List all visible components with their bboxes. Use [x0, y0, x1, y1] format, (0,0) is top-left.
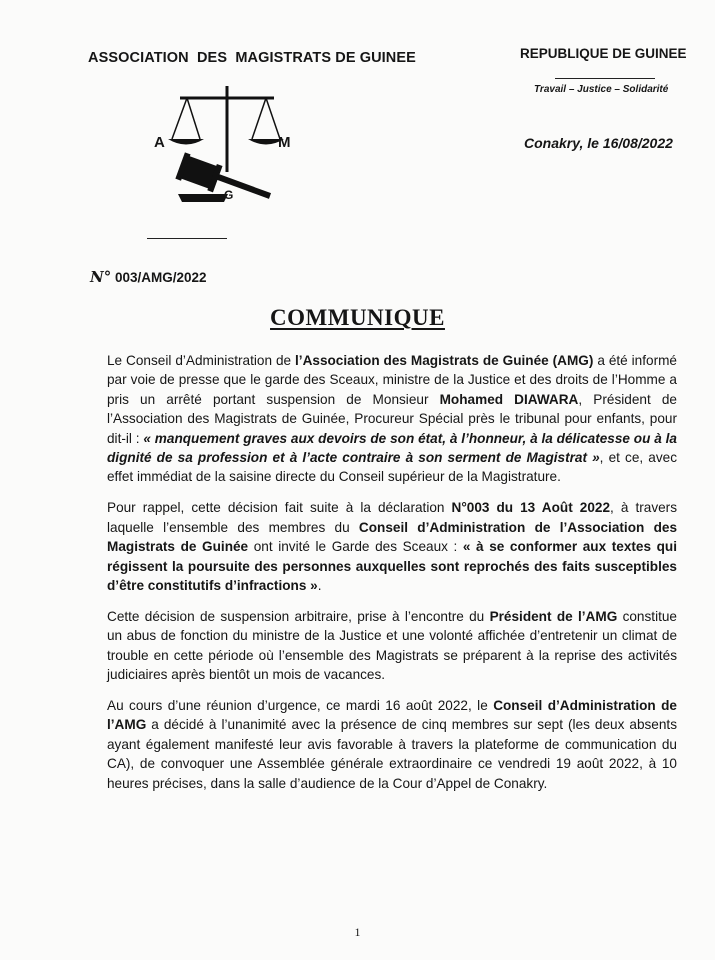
text-run: , Président de l’Association des Magistrats de Guinée, Procureur Spécial près le tribunal pour enfants, pour dit-il :: [107, 391, 677, 446]
communique-body: [107, 351, 677, 805]
document-title-text: COMMUNIQUE: [270, 305, 445, 330]
text-run: Conseil d’Administration de l’Association des Magistrats de Guinée: [107, 519, 678, 555]
association-name: ASSOCIATION DES MAGISTRATS DE GUINEE: [88, 50, 416, 66]
text-run: l’Association des Magistrats de Guinée (AMG): [295, 353, 594, 368]
text-run: Président de l’AMG: [489, 608, 618, 624]
text-run: Conseil d’Administration de l’AMG: [107, 698, 677, 733]
body-paragraph: [107, 607, 677, 685]
text-run: ont invité le Garde des Sceaux :: [248, 539, 463, 555]
text-run: , et ce, avec effet immédiat de la saisine directe du Conseil supérieur de la Magistrature.: [107, 450, 678, 485]
body-paragraph: [107, 498, 677, 595]
logo-letter-a: A: [154, 134, 165, 151]
text-run: Mohamed DIAWARA: [439, 391, 579, 407]
text-run: a été informé par voie de presse que le garde des Sceaux, ministre de la Justice et des droits de l’Homme a pris un arrêté portant suspension de Monsieur: [107, 353, 677, 407]
text-run: constitue un abus de fonction du ministre de la Justice et une volonté affichée d’entretenir un climat de trouble en cette période où l’ensemble des Magistrats se préparent à la reprise des activités judiciaires après bientôt un mois de vacances.: [107, 608, 677, 683]
page-number: 1: [354, 925, 361, 939]
document-date: Conakry, le 16/08/2022: [524, 135, 673, 151]
text-run: .: [317, 577, 322, 593]
body-paragraph: [107, 351, 677, 487]
text-run: Pour rappel, cette décision fait suite à la déclaration: [107, 500, 452, 516]
text-run: Le Conseil d’Administration de: [107, 353, 296, 368]
scales-and-gavel-icon: [150, 84, 290, 214]
national-motto: Travail – Justice – Solidarité: [534, 84, 669, 95]
text-run: « à se conformer aux textes qui régissent la poursuite des personnes auxquelles sont reprochés des faits susceptibles d’être constitutifs d’infractions »: [107, 539, 678, 593]
text-run: , à travers laquelle l’ensemble des membres du: [107, 500, 677, 535]
logo-letter-g: G: [224, 188, 234, 202]
logo-divider: [147, 238, 227, 239]
document-title: [0, 305, 715, 331]
body-paragraph: [107, 696, 677, 793]
reference-number: 003/AMG/2022: [114, 270, 207, 285]
reference-prefix: N°: [90, 268, 112, 286]
header-divider: [555, 78, 655, 79]
text-run: a décidé à l’unanimité avec la présence de cinq membres sur sept (les deux absents ayant également manifesté leur avis favorable à travers la plateforme de communication du CA), de convoquer une Assemblée générale extraordinaire ce vendredi 19 août 2022, à 10 heures précises, dans la salle d’audience de la Cour d’Appel de Conakry.: [107, 717, 677, 791]
document-reference: [90, 268, 207, 286]
republic-heading: REPUBLIQUE DE GUINEE: [520, 46, 687, 61]
text-run: Cette décision de suspension arbitraire, prise à l’encontre du: [107, 608, 490, 624]
logo-letter-m: M: [278, 134, 291, 151]
text-run: Au cours d’une réunion d’urgence, ce mardi 16 août 2022, le: [107, 698, 494, 713]
text-run: « manquement graves aux devoirs de son état, à l’honneur, à la délicatesse ou à la dignité de sa profession et à l’acte contraire à son serment de Magistrat »: [107, 430, 677, 466]
amg-logo: [150, 84, 290, 214]
text-run: N°003 du 13 Août 2022: [451, 500, 611, 516]
